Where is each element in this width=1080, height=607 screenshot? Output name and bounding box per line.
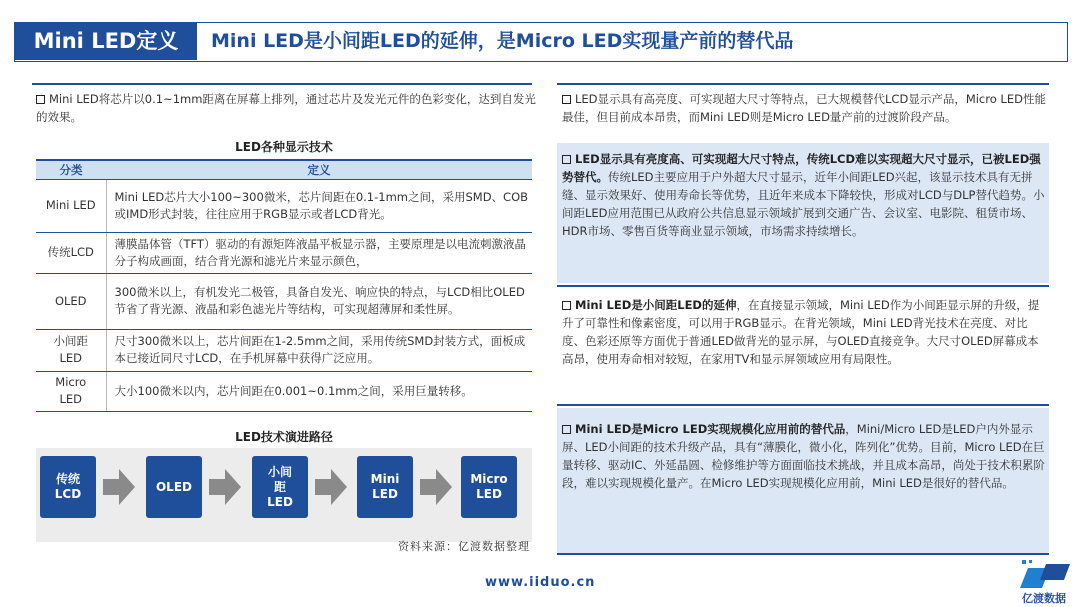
- evo-step-small-pitch-led: 小间 距 LED: [252, 456, 308, 518]
- right-paragraph-4: Mini LED是Micro LED实现规模化应用前的替代品，Mini/Micro LED是LED户内外显示屏、LED小间距的技术升级产品，具有“薄膜化，微小化，阵列化”优势。目前，Micro LED在巨量转移、驱动IC、外延晶圆、检修维护等方面面临技术挑战，并且成本高昂，尚处于技术积累阶段，难以实现规模化量产。在Micro LED实现规模化应用前，Mini LED是很好的替代品。: [562, 422, 1045, 490]
- section-rule: [557, 404, 1049, 406]
- evo-step-mini-led: Mini LED: [357, 456, 413, 518]
- title-bar: [14, 22, 1068, 62]
- row-definition: 薄膜晶体管（TFT）驱动的有源矩阵液晶平板显示器，主要原理是以电流刺激液晶分子构成画面，结合背光源和滤光片来显示颜色，: [106, 232, 532, 273]
- left-divider: [32, 83, 532, 85]
- logo-text: 亿渡数据: [1022, 592, 1066, 605]
- table-row: [36, 273, 532, 329]
- row-category: Mini LED: [36, 179, 106, 232]
- col-header-category: 分类: [36, 160, 106, 179]
- table-row: [36, 232, 532, 273]
- arrow-right-icon: [420, 469, 452, 505]
- row-category: Micro LED: [36, 371, 106, 411]
- arrow-right-icon: [103, 469, 135, 505]
- row-category: OLED: [36, 273, 106, 329]
- row-definition: 300微米以上，有机发光二极管，具备自发光、响应快的特点，与LCD相比OLED节省了背光源、液晶和彩色滤光片等结构，可实现超薄屏和柔性屏。: [106, 273, 532, 329]
- table-row: [36, 329, 532, 371]
- led-tech-table: [36, 159, 532, 412]
- right-divider: [557, 83, 1049, 85]
- evo-step-lcd: 传统 LCD: [40, 456, 96, 518]
- right-paragraph-1: LED显示具有高亮度、可实现超大尺寸等特点，已大规模替代LCD显示产品，Micro LED性能最佳，但目前成本昂贵，而Mini LED则是Micro LED量产前的过渡阶段产品。: [562, 92, 1046, 124]
- col-header-definition: 定义: [106, 160, 532, 179]
- checkbox-bullet-icon: [562, 301, 571, 310]
- checkbox-bullet-icon: [562, 95, 571, 104]
- left-intro: [36, 90, 536, 126]
- row-definition: 尺寸300微米以上，芯片间距在1-2.5mm之间，采用传统SMD封装方式，面板成本已接近同尺寸LCD，在手机屏幕中获得广泛应用。: [106, 329, 532, 371]
- table-header-row: [36, 160, 532, 179]
- row-category: 小间距LED: [36, 329, 106, 371]
- intro-text: Mini LED将芯片以0.1~1mm距离在屏幕上排列，通过芯片及发光元件的色彩变化，达到自发光的效果。: [36, 92, 536, 124]
- section-rule: [557, 285, 1049, 287]
- checkbox-bullet-icon: [562, 425, 571, 434]
- table-title: LED各种显示技术: [235, 140, 333, 154]
- evolution-path: [36, 448, 532, 542]
- footer-url[interactable]: www.iiduo.cn: [485, 575, 596, 590]
- evo-step-micro-led: Micro LED: [461, 456, 517, 518]
- source-note: 资料来源：亿渡数据整理: [398, 540, 530, 553]
- row-definition: Mini LED芯片大小100~300微米，芯片间距在0.1-1mm之间，采用SMD、COB或IMD形式封装，往往应用于RGB显示或者LCD背光。: [106, 179, 532, 232]
- right-paragraph-2: LED显示具有亮度高、可实现超大尺寸特点，传统LCD难以实现超大尺寸显示，已被LED强势替代。传统LED主要应用于户外超大尺寸显示，近年小间距LED兴起，该显示技术具有无拼缝、显示效果好、使用寿命长等优势，且近年来成本下降较快，形成对LCD与DLP替代趋势。小间距LED应用范围已从政府公共信息显示领域扩展到交通广告、会议室、电影院、租赁市场、HDR市场、零售百货等商业显示领域，市场需求持续增长。: [562, 152, 1045, 238]
- row-definition: 大小100微米以内，芯片间距在0.001~0.1mm之间，采用巨量转移。: [106, 371, 532, 411]
- section-rule: [557, 553, 1049, 555]
- evolution-title: LED技术演进路径: [235, 430, 333, 444]
- checkbox-bullet-icon: [562, 155, 571, 164]
- checkbox-bullet-icon: [36, 95, 45, 104]
- arrow-right-icon: [209, 469, 241, 505]
- row-category: 传统LCD: [36, 232, 106, 273]
- table-row: [36, 371, 532, 411]
- table-row: [36, 179, 532, 232]
- right-paragraph-3: Mini LED是小间距LED的延伸，在直接显示领域，Mini LED作为小间距显示屏的升级，提升了可靠性和像素密度，可以用于RGB显示。在背光领域，Mini LED背光技术在亮度、对比度、色彩还原等方面优于普通LED做背光的显示屏，与OLED直接竞争。大尺寸OLED屏幕成本高昂，使用寿命相对较短，在家用TV和显示屏领域应用有局限性。: [562, 298, 1040, 366]
- arrow-right-icon: [315, 469, 347, 505]
- page-subtitle: Mini LED是小间距LED的延伸，是Micro LED实现量产前的替代品: [211, 30, 794, 52]
- evo-step-oled: OLED: [146, 456, 202, 518]
- page-title: Mini LED定义: [15, 23, 197, 60]
